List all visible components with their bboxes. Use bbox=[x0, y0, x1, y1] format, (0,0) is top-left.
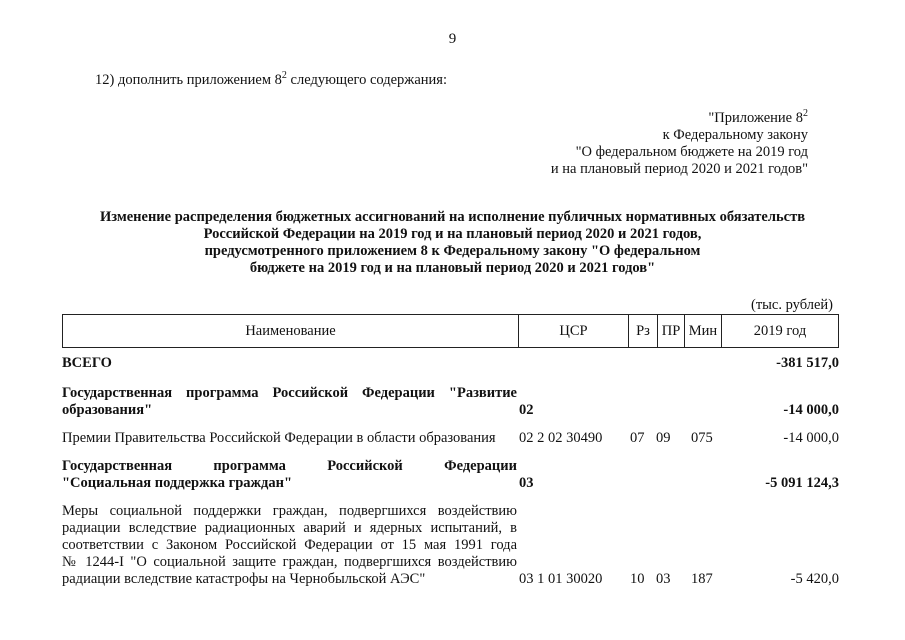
row-name bbox=[62, 458, 517, 492]
header-year: 2019 год bbox=[721, 315, 838, 347]
row-csr: 03 1 01 30020 bbox=[519, 571, 603, 587]
document-title bbox=[60, 209, 845, 277]
row-name bbox=[62, 385, 517, 419]
row-name-line: Государственная программа Российской Федерации bbox=[62, 458, 517, 474]
table-row bbox=[62, 385, 839, 419]
header-pr: ПР bbox=[657, 315, 684, 347]
row-pr: 03 bbox=[656, 571, 671, 587]
row-name-line: соответствии с Законом Российской Федерации от 15 мая 1991 года bbox=[62, 537, 517, 553]
appendix-line-2: к Федеральному закону bbox=[662, 126, 808, 143]
row-csr: 02 2 02 30490 bbox=[519, 430, 603, 446]
amendment-text: 12) дополнить приложением 8 bbox=[95, 71, 282, 88]
row-value: -381 517,0 bbox=[776, 355, 839, 371]
title-line-4: бюджете на 2019 год и на плановый период 2020 и 2021 годов" bbox=[249, 260, 656, 276]
table-row bbox=[62, 503, 839, 588]
amendment-sup: 2 bbox=[281, 70, 287, 81]
row-csr: 03 bbox=[519, 475, 534, 491]
table-row bbox=[62, 355, 839, 372]
row-min: 075 bbox=[691, 430, 713, 446]
table-row bbox=[62, 430, 839, 447]
table-row bbox=[62, 458, 839, 492]
row-value: -14 000,0 bbox=[783, 430, 839, 446]
row-name-line: образования" bbox=[62, 402, 153, 418]
row-name-line: Меры социальной поддержки граждан, подвергшихся воздействию bbox=[62, 503, 517, 519]
row-value: -5 091 124,3 bbox=[765, 475, 839, 491]
row-min: 187 bbox=[691, 571, 713, 587]
row-name-line: радиации вследствие катастрофы на Чернобыльской АЭС" bbox=[62, 571, 426, 587]
row-name-line: Государственная программа Российской Федерации "Развитие bbox=[62, 385, 517, 401]
row-rz: 07 bbox=[630, 430, 645, 446]
appendix-line-1 bbox=[478, 105, 808, 127]
header-csr: ЦСР bbox=[518, 315, 628, 347]
table-header bbox=[62, 314, 839, 348]
appendix-sup: 2 bbox=[803, 108, 808, 119]
row-name-line: "Социальная поддержка граждан" bbox=[62, 475, 293, 491]
row-name-line: радиации вследствие радиационных аварий и ядерных испытаний, в bbox=[62, 520, 517, 536]
page-number: 9 bbox=[448, 31, 457, 47]
row-name: ВСЕГО bbox=[62, 355, 112, 371]
row-name-line: № 1244-I "О социальной защите граждан, подвергшихся воздействию bbox=[62, 554, 517, 570]
header-name: Наименование bbox=[245, 322, 336, 339]
row-pr: 09 bbox=[656, 430, 671, 446]
header-min: Мин bbox=[684, 315, 721, 347]
row-rz: 10 bbox=[630, 571, 645, 587]
row-value: -14 000,0 bbox=[783, 402, 839, 418]
row-name bbox=[62, 503, 517, 588]
units-label: (тыс. рублей) bbox=[751, 297, 833, 313]
appendix-line-1-text: "Приложение 8 bbox=[708, 109, 803, 126]
row-csr: 02 bbox=[519, 402, 534, 418]
title-line-2: Российской Федерации на 2019 год и на плановый период 2020 и 2021 годов, bbox=[203, 226, 702, 242]
appendix-line-4: и на плановый период 2020 и 2021 годов" bbox=[550, 160, 808, 177]
header-rz: Рз bbox=[628, 315, 657, 347]
amendment-line bbox=[95, 70, 447, 89]
row-name: Премии Правительства Российской Федерации в области образования bbox=[62, 430, 496, 446]
row-value: -5 420,0 bbox=[790, 571, 839, 587]
appendix-line-3: "О федеральном бюджете на 2019 год bbox=[575, 143, 808, 160]
title-line-3: предусмотренного приложением 8 к Федеральному закону "О федеральном bbox=[204, 243, 701, 259]
appendix-header bbox=[478, 105, 808, 178]
title-line-1: Изменение распределения бюджетных ассигнований на исполнение публичных нормативных обязательств bbox=[99, 209, 806, 225]
amendment-text-after: следующего содержания: bbox=[286, 71, 447, 88]
